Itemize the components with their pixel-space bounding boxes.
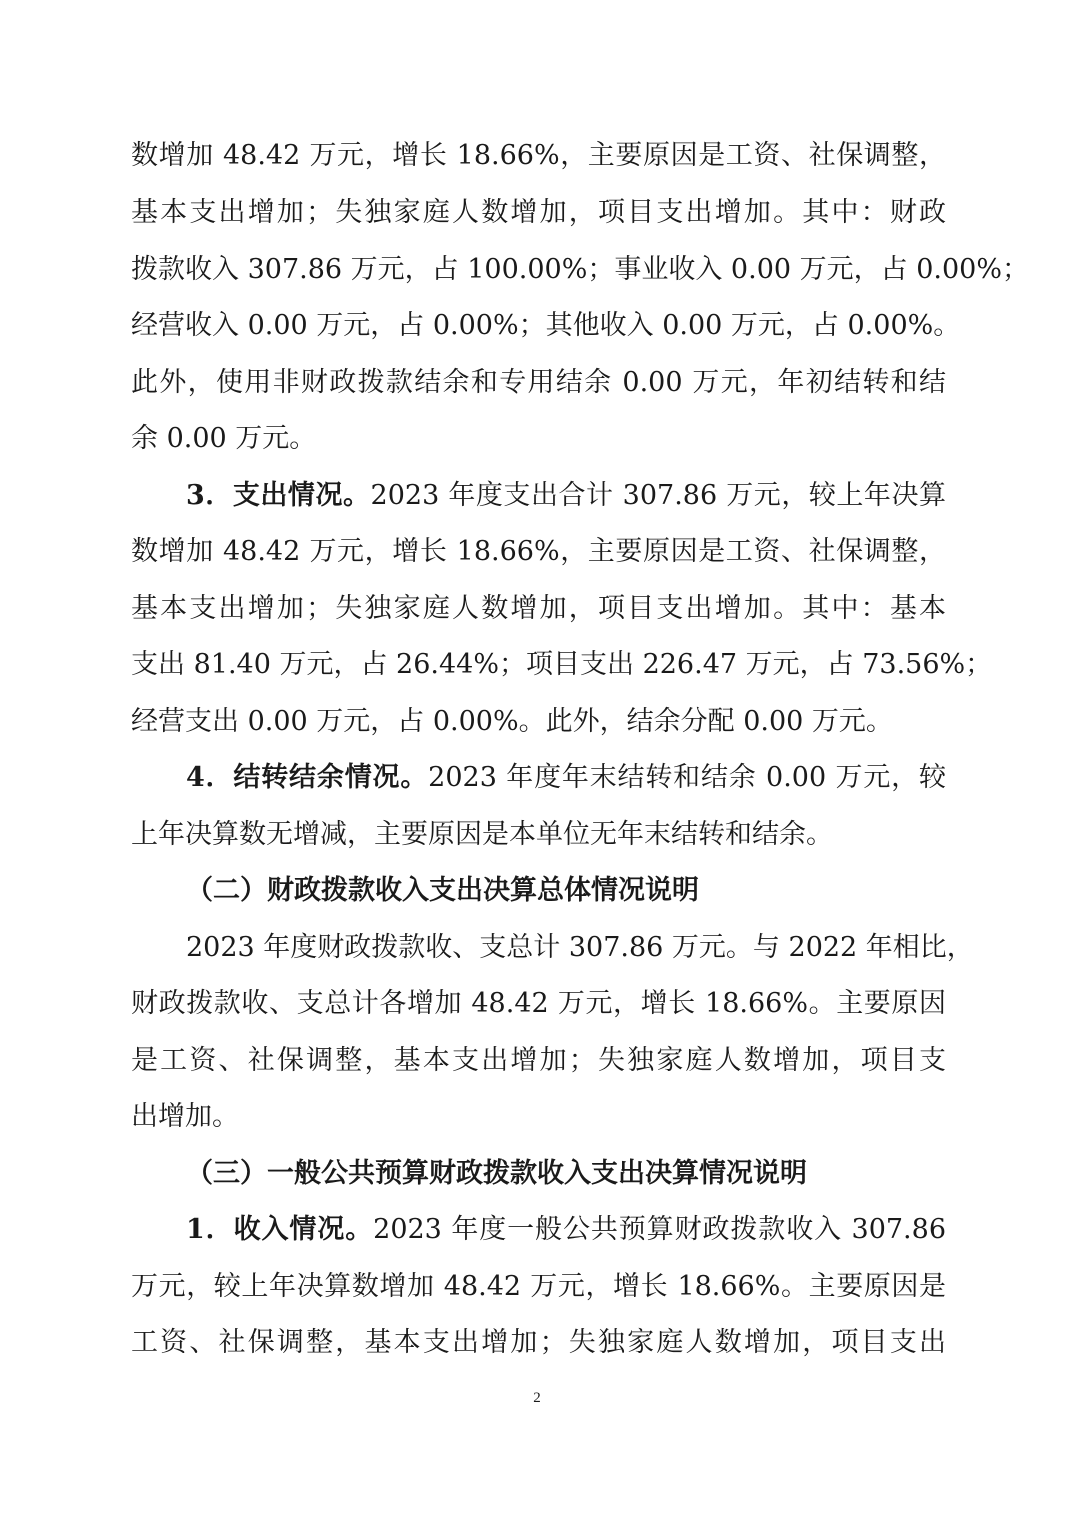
paragraph-line: 支出 81.40 万元，占 26.44%；项目支出 226.47 万元，占 73.56%； [131,649,993,680]
paragraph-text: 2023 年度年末结转和结余 0.00 万元，较 [428,762,946,793]
paragraph-line: 数增加 48.42 万元，增长 18.66%，主要原因是工资、社保调整， [131,536,946,567]
paragraph-first-line: 2023 年度财政拨款收、支总计 307.86 万元。与 2022 年相比， [186,932,974,963]
paragraph-first-line [186,758,946,798]
paragraph-first-line [186,476,946,516]
paragraph-line: 余 0.00 万元。 [131,423,317,454]
section-lead: 1．收入情况。 [186,1214,374,1245]
page-number: 2 [533,1390,541,1406]
paragraph-line: 万元，较上年决算数增加 48.42 万元，增长 18.66%。主要原因是 [131,1271,946,1302]
paragraph-line: 是工资、社保调整，基本支出增加；失独家庭人数增加，项目支 [131,1045,946,1076]
paragraph-line: 工资、社保调整，基本支出增加；失独家庭人数增加，项目支出 [131,1327,946,1358]
paragraph-line: 上年决算数无增减，主要原因是本单位无年末结转和结余。 [131,819,833,850]
section-lead: 3．支出情况。 [186,480,371,511]
paragraph-text: 2023 年度支出合计 307.86 万元，较上年决算 [370,480,946,511]
paragraph-line: 此外，使用非财政拨款结余和专用结余 0.00 万元，年初结转和结 [131,367,946,398]
section-heading: （二）财政拨款收入支出决算总体情况说明 [186,875,699,906]
section-heading: （三）一般公共预算财政拨款收入支出决算情况说明 [186,1158,807,1189]
paragraph-line: 拨款收入 307.86 万元，占 100.00%；事业收入 0.00 万元，占 0.00%； [131,254,1029,285]
paragraph-line: 数增加 48.42 万元，增长 18.66%，主要原因是工资、社保调整， [131,140,946,171]
paragraph-line: 基本支出增加；失独家庭人数增加，项目支出增加。其中：基本 [131,593,946,624]
section-lead: 4．结转结余情况。 [186,762,429,793]
paragraph-first-line [186,1210,946,1250]
paragraph-text: 2023 年度一般公共预算财政拨款收入 307.86 [373,1214,946,1245]
paragraph-line: 经营支出 0.00 万元，占 0.00%。此外，结余分配 0.00 万元。 [131,706,893,737]
paragraph-line: 经营收入 0.00 万元，占 0.00%；其他收入 0.00 万元，占 0.00%。 [131,310,961,341]
paragraph-line: 基本支出增加；失独家庭人数增加，项目支出增加。其中：财政 [131,197,946,228]
paragraph-line: 财政拨款收、支总计各增加 48.42 万元，增长 18.66%。主要原因 [131,988,946,1019]
paragraph-line: 出增加。 [131,1101,239,1132]
